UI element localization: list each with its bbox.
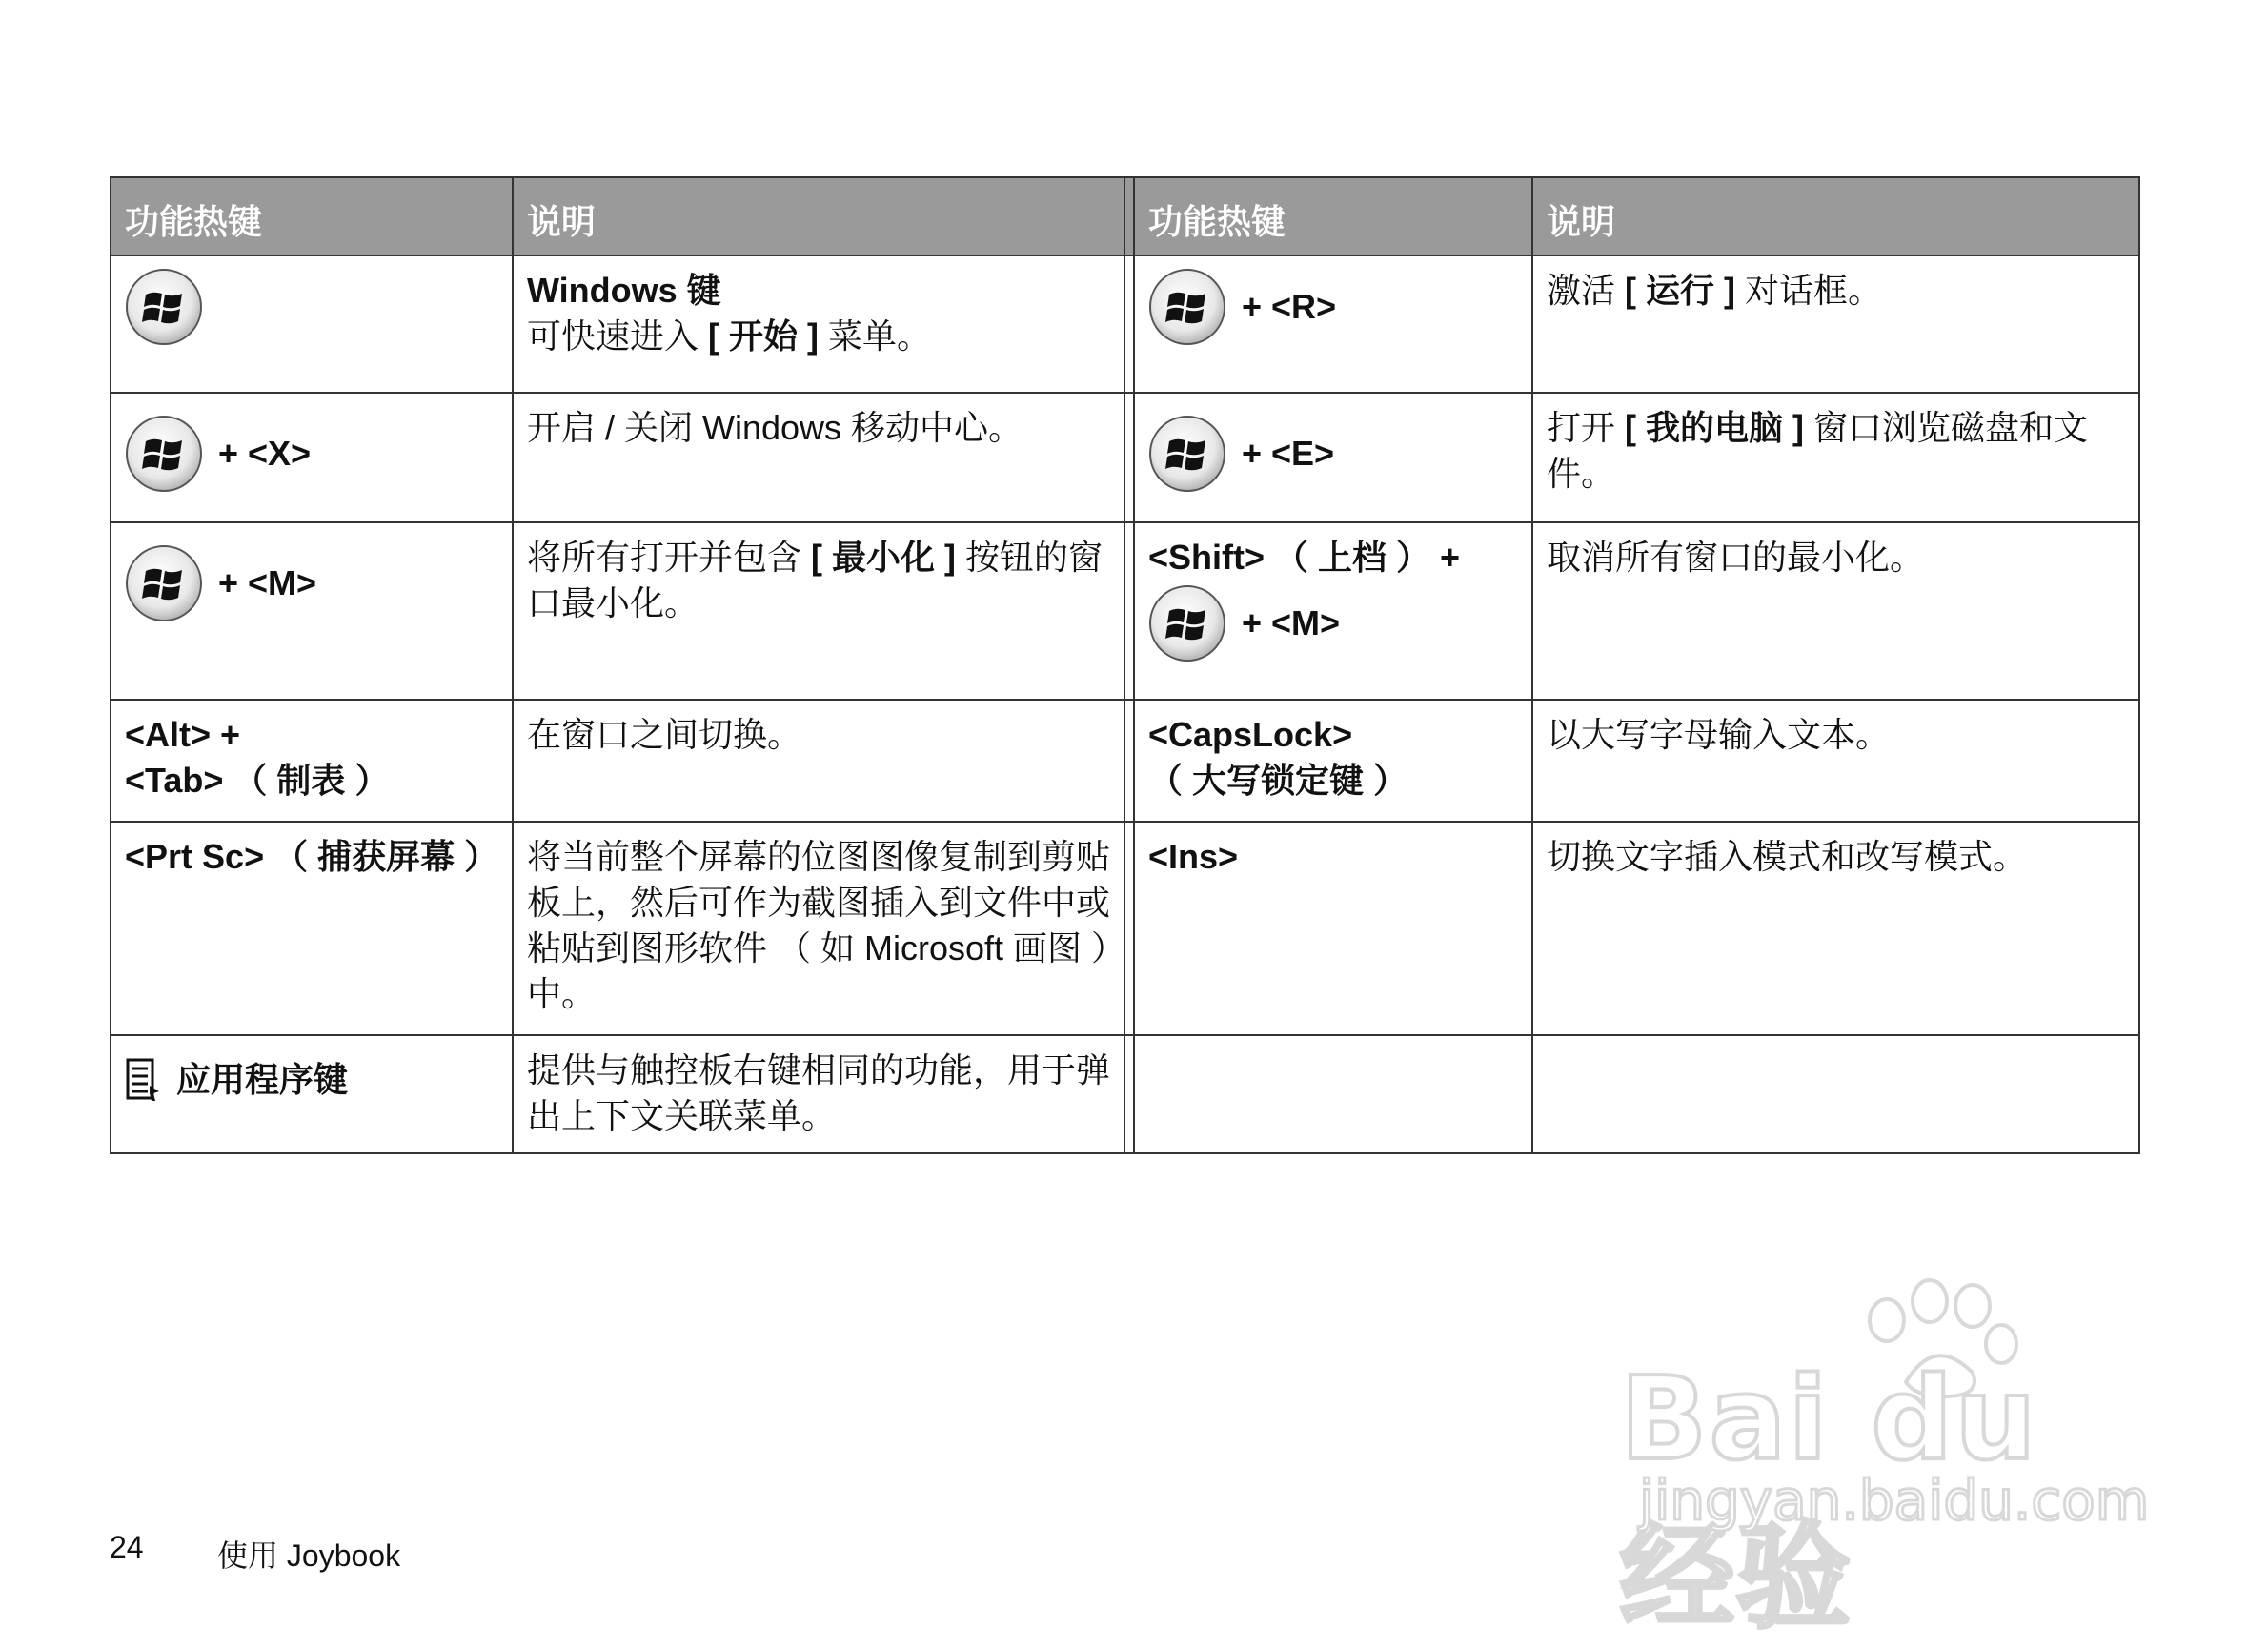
hotkey-label: <Tab> （ 制表 ） <box>125 761 390 800</box>
hotkey-cell <box>111 256 514 392</box>
hotkey-label: + <E> <box>1242 434 1335 473</box>
hotkey-cell: <Prt Sc> （ 捕获屏幕 ） <box>111 823 514 1034</box>
hotkey-cell <box>1135 256 1533 392</box>
windows-key-icon <box>125 268 203 346</box>
hotkey-label: + <X> <box>218 434 312 473</box>
windows-key-icon <box>125 544 203 622</box>
description-cell: 开启 / 关闭 Windows 移动中心。 <box>527 408 1023 447</box>
footer-section-title: 使用 Joybook <box>217 1538 401 1573</box>
hotkey-cell <box>111 394 514 521</box>
hotkey-cell <box>1135 701 1533 821</box>
hotkey-cell <box>111 1036 514 1152</box>
table-row <box>110 701 2140 823</box>
description-cell: 切换文字插入模式和改写模式。 <box>1547 837 2028 876</box>
hotkey-cell: <Ins> <box>1135 823 1533 1034</box>
hotkey-label: （ 大写锁定键 ） <box>1148 761 1408 800</box>
baidu-watermark <box>1620 1277 2173 1644</box>
hotkey-label: + <R> <box>1242 287 1337 326</box>
table-row <box>110 823 2140 1036</box>
hotkey-table <box>110 176 2140 1154</box>
table-row <box>110 523 2140 701</box>
header-hotkey-2: 功能热键 <box>1135 178 1533 255</box>
description-cell <box>1533 1036 2146 1152</box>
description-cell: 在窗口之间切换。 <box>527 715 802 754</box>
header-description-2: 说明 <box>1547 202 1616 241</box>
header-hotkey: 功能热键 <box>111 178 514 255</box>
description-cell: 将所有打开并包含 [ 最小化 ] 按钮的窗口最小化。 <box>527 538 1104 622</box>
table-header <box>110 176 2140 256</box>
windows-key-icon <box>125 415 203 493</box>
description-cell <box>514 256 1124 392</box>
description-cell: 以大写字母输入文本。 <box>1547 715 1891 754</box>
hotkey-label: 应用程序键 <box>176 1060 349 1099</box>
windows-key-icon <box>1148 268 1226 346</box>
windows-key-icon <box>1148 584 1226 662</box>
header-description: 说明 <box>527 202 597 241</box>
hotkey-cell <box>1135 1036 1533 1152</box>
application-key-icon <box>125 1057 163 1103</box>
description-text: 可快速进入 [ 开始 ] 菜单。 <box>527 316 932 356</box>
hotkey-label: <Alt> + <box>125 715 241 754</box>
description-cell: 提供与触控板右键相同的功能，用于弹出上下文关联菜单。 <box>527 1050 1111 1135</box>
description-cell: 打开 [ 我的电脑 ] 窗口浏览磁盘和文件。 <box>1547 408 2089 493</box>
table-row <box>110 394 2140 523</box>
hotkey-label: + <M> <box>218 563 317 602</box>
windows-key-icon <box>1148 415 1226 493</box>
hotkey-cell <box>111 523 514 699</box>
hotkey-cell <box>1135 394 1533 521</box>
hotkey-cell <box>1135 523 1533 699</box>
table-row <box>110 1036 2140 1154</box>
description-cell: 取消所有窗口的最小化。 <box>1547 538 1925 577</box>
page-number: 24 <box>110 1530 144 1564</box>
windows-key-title: Windows 键 <box>527 271 721 310</box>
hotkey-label: <Shift> （ 上档 ） + <box>1148 538 1461 577</box>
watermark-brand: Bai du 经验 <box>1620 1354 2038 1644</box>
hotkey-cell <box>111 701 514 821</box>
description-cell: 将当前整个屏幕的位图图像复制到剪贴板上，然后可作为截图插入到文件中或粘贴到图形软件 （ 如 Microsoft 画图 ）中。 <box>527 837 1111 1013</box>
hotkey-label: + <M> <box>1242 603 1341 642</box>
table-row <box>110 256 2140 394</box>
watermark-url: jingyan.baidu.com <box>1639 1468 2150 1533</box>
hotkey-label: <CapsLock> <box>1148 715 1353 754</box>
description-cell: 激活 [ 运行 ] 对话框。 <box>1547 271 1883 310</box>
